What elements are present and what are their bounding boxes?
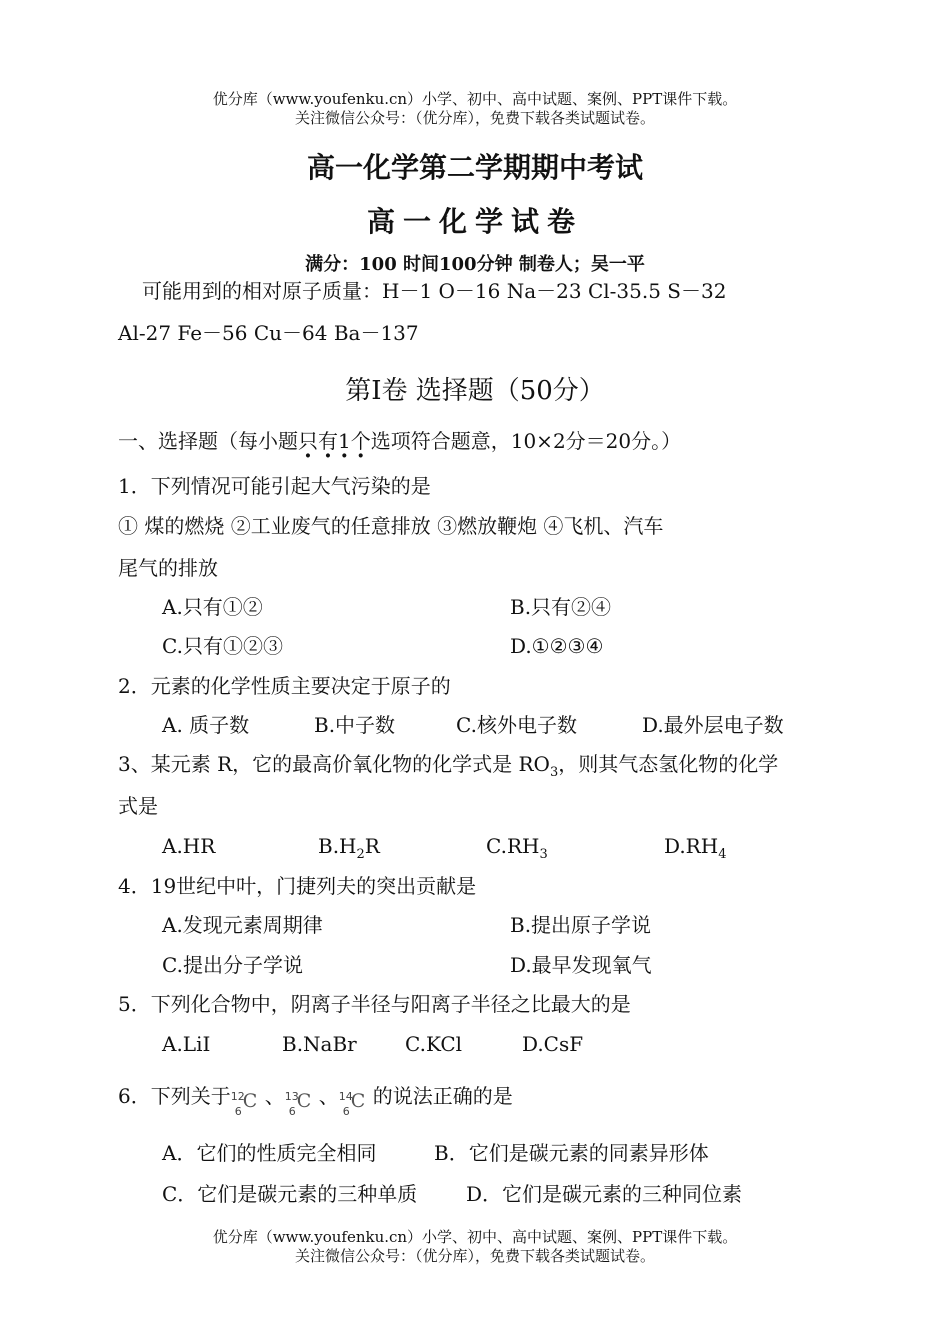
footer-line-2: 关注微信公众号：（优分库），免费下载各类试题试卷。 bbox=[294, 1247, 655, 1265]
q1-stem: 1．下列情况可能引起大气污染的是 bbox=[118, 474, 431, 498]
isotope-symbol: C bbox=[242, 1089, 258, 1112]
q4-option-d[interactable]: D.最早发现氧气 bbox=[510, 953, 652, 977]
isotope-mass: 13 bbox=[284, 1089, 299, 1103]
instructions bbox=[118, 428, 681, 454]
q4-option-a[interactable]: A.发现元素周期律 bbox=[162, 913, 323, 937]
isotope-mass: 12 bbox=[230, 1089, 245, 1103]
q5-option-c[interactable]: C.KCl bbox=[405, 1032, 463, 1056]
q6-option-b[interactable]: B．它们是碳元素的同素异形体 bbox=[434, 1141, 709, 1165]
header-line-1: 优分库（www.youfenku.cn）小学、初中、高中试题、案例、PPT课件下载。 bbox=[212, 90, 738, 108]
q6-option-a[interactable]: A．它们的性质完全相同 bbox=[162, 1141, 377, 1165]
q3-b-text-2: R bbox=[364, 834, 380, 858]
q3-option-b[interactable] bbox=[318, 833, 380, 868]
exam-subtitle: 高一化学试卷 bbox=[366, 205, 583, 238]
q1-items: ① 煤的燃烧 ②工业废气的任意排放 ③燃放鞭炮 ④飞机、汽车 bbox=[118, 514, 664, 538]
q3-stem-b: ，则其气态氢化物的化学 bbox=[558, 752, 779, 776]
q5-option-a[interactable]: A.LiI bbox=[162, 1032, 211, 1056]
emphasis-char: 个 bbox=[350, 429, 371, 453]
q5-option-b[interactable]: B.NaBr bbox=[282, 1032, 357, 1056]
q6-option-d[interactable]: D．它们是碳元素的三种同位素 bbox=[466, 1182, 743, 1206]
q2-option-a[interactable]: A. 质子数 bbox=[162, 713, 250, 737]
q3-b-text: B.H bbox=[318, 834, 357, 858]
q3-option-a[interactable]: A.HR bbox=[162, 834, 216, 858]
q5-stem: 5．下列化合物中，阴离子半径与阳离子半径之比最大的是 bbox=[118, 992, 631, 1016]
q6-stem-a: 6．下列关于 bbox=[118, 1084, 231, 1108]
q1-option-d[interactable]: D.①②③④ bbox=[510, 634, 604, 658]
atomic-mass-line-1: 可能用到的相对原子质量：H－1 O－16 Na－23 Cl-35.5 S－32 bbox=[142, 279, 727, 303]
q4-option-c[interactable]: C.提出分子学说 bbox=[162, 953, 303, 977]
q2-option-b[interactable]: B.中子数 bbox=[314, 713, 396, 737]
q3-stem bbox=[118, 751, 778, 786]
isotope-z: 6 bbox=[342, 1104, 350, 1118]
q3-stem-a: 3、某元素 R，它的最高价氧化物的化学式是 RO bbox=[118, 752, 550, 776]
q6-sep: 、 bbox=[318, 1084, 339, 1108]
emphasis-char: 1 · bbox=[338, 429, 351, 453]
q1-option-a[interactable]: A.只有①② bbox=[162, 595, 263, 619]
q6-stem bbox=[118, 1083, 513, 1118]
q2-stem: 2．元素的化学性质主要决定于原子的 bbox=[118, 674, 451, 698]
q3-c-sub: 3 bbox=[539, 847, 548, 862]
instructions-before: 一、选择题（每小题 bbox=[118, 429, 298, 453]
isotope-z: 6 bbox=[234, 1104, 242, 1118]
isotope-c12 bbox=[230, 1084, 265, 1118]
q1-items-cont: 尾气的排放 bbox=[118, 556, 218, 580]
isotope-c13 bbox=[284, 1084, 319, 1118]
instructions-after: 选项符合题意，10×2分＝20分。） bbox=[370, 429, 682, 453]
emphasis-char: 有 bbox=[318, 429, 338, 453]
header-line-2: 关注微信公众号：（优分库），免费下载各类试题试卷。 bbox=[294, 109, 655, 127]
q3-d-text: D.RH bbox=[664, 834, 719, 858]
q2-option-d[interactable]: D.最外层电子数 bbox=[642, 713, 784, 737]
q3-b-sub: 2 bbox=[356, 847, 365, 862]
q3-d-sub: 4 bbox=[718, 847, 727, 862]
exam-title: 高一化学第二学期期中考试 bbox=[306, 151, 643, 184]
q6-stem-b: 的说法正确的是 bbox=[372, 1084, 513, 1108]
isotope-symbol: C bbox=[350, 1089, 366, 1112]
q3-c-text: C.RH bbox=[486, 834, 540, 858]
q6-sep: 、 bbox=[264, 1084, 285, 1108]
isotope-c14 bbox=[338, 1084, 373, 1118]
emphasis-char: 只 bbox=[298, 429, 318, 453]
exam-meta: 满分：100 时间100分钟 制卷人；吴一平 bbox=[305, 254, 645, 275]
q3-stem-sub: 3 bbox=[549, 765, 559, 780]
footer-line-1: 优分库（www.youfenku.cn）小学、初中、高中试题、案例、PPT课件下载。 bbox=[212, 1228, 738, 1246]
isotope-symbol: C bbox=[296, 1089, 312, 1112]
q3-stem-cont: 式是 bbox=[118, 794, 158, 818]
q1-option-c[interactable]: C.只有①②③ bbox=[162, 634, 283, 658]
q4-option-b[interactable]: B.提出原子学说 bbox=[510, 913, 652, 937]
isotope-z: 6 bbox=[288, 1104, 296, 1118]
q6-option-c[interactable]: C．它们是碳元素的三种单质 bbox=[162, 1182, 418, 1206]
section-title: 第Ⅰ卷 选择题（50分） bbox=[345, 376, 605, 406]
q3-option-d[interactable] bbox=[664, 833, 726, 868]
q1-option-b[interactable]: B.只有②④ bbox=[510, 595, 612, 619]
q5-option-d[interactable]: D.CsF bbox=[522, 1032, 584, 1056]
q3-option-c[interactable] bbox=[486, 833, 548, 868]
isotope-mass: 14 bbox=[338, 1089, 353, 1103]
q4-stem: 4．19世纪中叶，门捷列夫的突出贡献是 bbox=[118, 874, 477, 898]
atomic-mass-line-2: Al-27 Fe－56 Cu－64 Ba－137 bbox=[118, 321, 419, 345]
q2-option-c[interactable]: C.核外电子数 bbox=[456, 713, 577, 737]
